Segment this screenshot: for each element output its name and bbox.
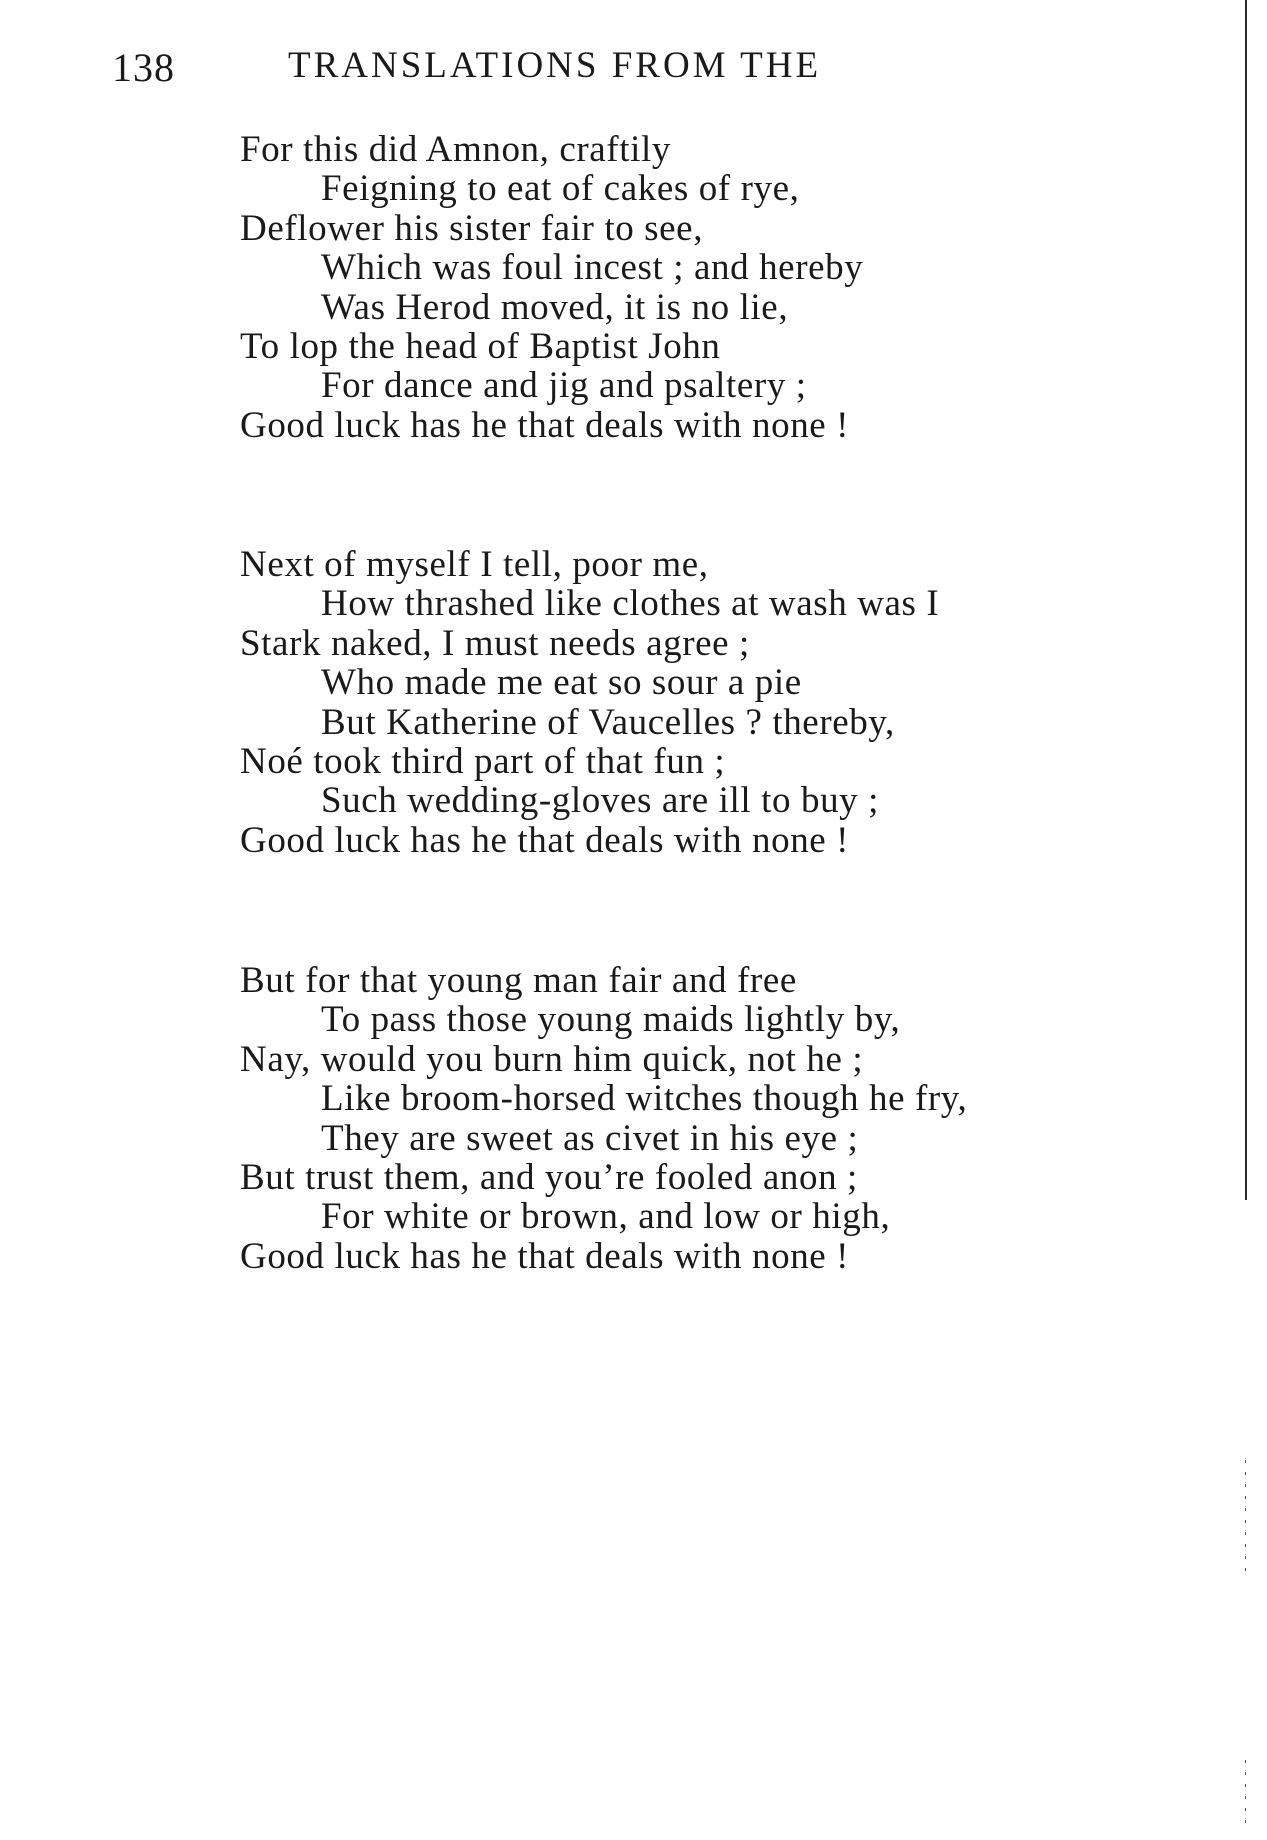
page-header [112, 44, 1012, 94]
verse-line: Next of myself I tell, poor me, [240, 544, 709, 585]
refrain-line: Good luck has he that deals with none ! [240, 819, 850, 861]
stanza-3 [240, 961, 1120, 1276]
verse-line: Like broom-horsed witches though he fry, [321, 1078, 968, 1120]
stanza-1 [240, 130, 1120, 445]
refrain-line: Good luck has he that deals with none ! [240, 404, 850, 446]
stanza-2 [240, 545, 1120, 860]
verse-line: Was Herod moved, it is no lie, [321, 286, 789, 328]
verse-line: Noé took third part of that fun ; [240, 741, 726, 783]
page-number: 138 [112, 45, 175, 90]
verse-line: But trust them, and you’re fooled anon ; [240, 1157, 858, 1199]
page-edge-marks [1245, 1760, 1246, 1830]
page-edge-marks [1245, 1460, 1246, 1580]
verse-line: To pass those young maids lightly by, [321, 999, 901, 1041]
verse-line: Such wedding-gloves are ill to buy ; [321, 780, 880, 822]
verse-line: To lop the head of Baptist John [240, 326, 721, 368]
verse-line: For dance and jig and psaltery ; [321, 365, 807, 407]
verse-line: How thrashed like clothes at wash was I [321, 583, 940, 625]
verse-line: Feigning to eat of cakes of rye, [321, 168, 800, 210]
verse-line: Stark naked, I must needs agree ; [240, 622, 750, 664]
verse-line: For white or brown, and low or high, [321, 1196, 891, 1238]
verse-line: They are sweet as civet in his eye ; [321, 1117, 859, 1159]
verse-line: Who made me eat so sour a pie [321, 662, 802, 704]
verse-line: Nay, would you burn him quick, not he ; [240, 1038, 864, 1080]
page-edge-line [1245, 0, 1247, 1200]
verse-line: Which was foul incest ; and hereby [321, 247, 864, 289]
verse-line: But Katherine of Vaucelles ? thereby, [321, 701, 895, 743]
running-head: TRANSLATIONS FROM THE [288, 45, 822, 86]
refrain-line: Good luck has he that deals with none ! [240, 1235, 850, 1277]
verse-line: For this did Amnon, craftily [240, 129, 671, 170]
verse-line: But for that young man fair and free [240, 960, 797, 1001]
verse-line: Deflower his sister fair to see, [240, 207, 704, 249]
